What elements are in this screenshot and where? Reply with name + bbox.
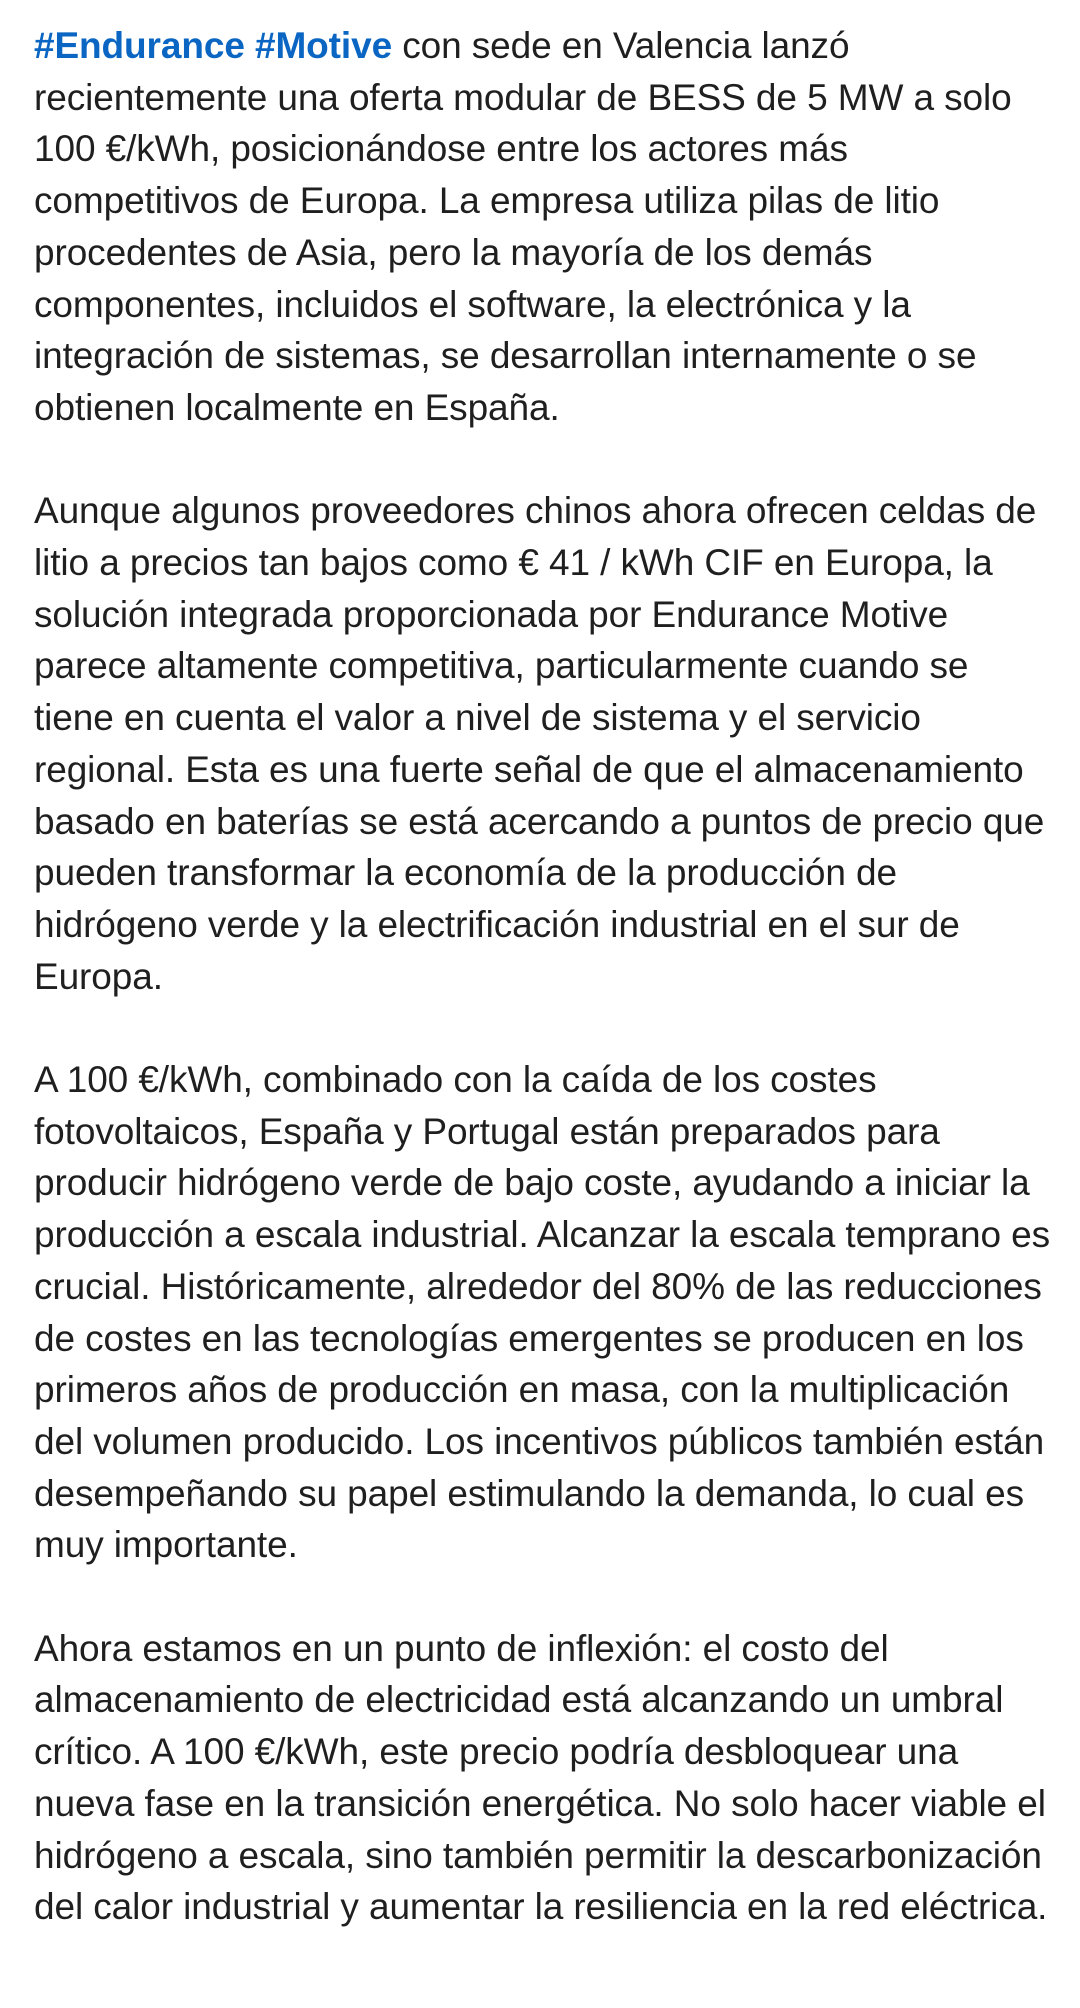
post-paragraph: Aunque algunos proveedores chinos ahora ofrecen celdas de litio a precios tan bajos como € 41 / kWh CIF en Europa, la solución integrada proporcionada por Endurance Motive parece altamente competitiva, particularmente cuando se tiene en cuenta el valor a nivel de sistema y el servicio regional. Esta es una fuerte señal de que el almacenamiento basado en baterías se está acercando a puntos de precio que pueden transformar la economía de la producción de hidrógeno verde y la electrificación industrial en el sur de Europa.	[34, 490, 1045, 997]
hashtag-link-motive[interactable]: #Motive	[254, 25, 393, 66]
post-paragraph: A 100 €/kWh, combinado con la caída de los costes fotovoltaicos, España y Portugal están preparados para producir hidrógeno verde de bajo coste, ayudando a iniciar la producción a escala industrial. Alcanzar la escala temprano es crucial. Históricamente, alrededor del 80% de las reducciones de costes en las tecnologías emergentes se producen en los primeros años de producción en masa, con la multiplicación del volumen producido. Los incentivos públicos también están desempeñando su papel estimulando la demanda, lo cual es muy importante.	[34, 1059, 1050, 1566]
post-body	[34, 20, 1054, 1933]
post-paragraph	[34, 20, 1054, 434]
post-paragraph: Ahora estamos en un punto de inflexión: el costo del almacenamiento de electricidad está alcanzando un umbral crítico. A 100 €/kWh, este precio podría desbloquear una nueva fase en la transición energética. No solo hacer viable el hidrógeno a escala, sino también permitir la descarbonización del calor industrial y aumentar la resiliencia en la red eléctrica.	[34, 1627, 1048, 1928]
hashtag-link-endurance[interactable]: #Endurance	[34, 25, 245, 66]
paragraph-text: con sede en Valencia lanzó recientemente una oferta modular de BESS de 5 MW a solo 100 €/kWh, posicionándose entre los actores más competitivos de Europa. La empresa utiliza pilas de litio procedentes de Asia, pero la mayoría de los demás componentes, incluidos el software, la electrónica y la integración de sistemas, se desarrollan internamente o se obtienen localmente en España.	[34, 25, 1012, 428]
